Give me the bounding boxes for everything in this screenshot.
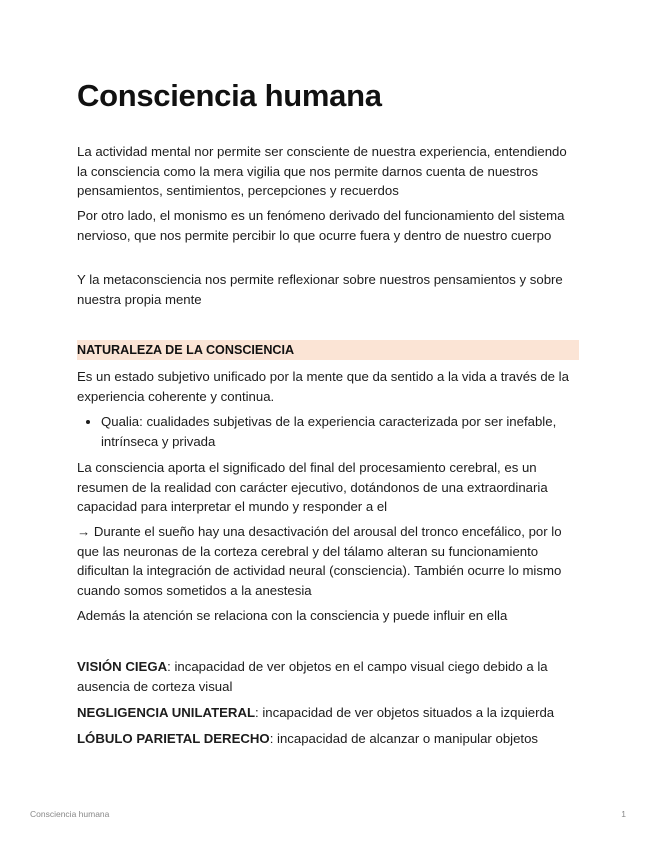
section-paragraph-1: Es un estado subjetivo unificado por la mente que da sentido a la vida a través de la experiencia coherente y continua. — [77, 369, 569, 404]
list-item: • Qualia: cualidades subjetivas de la experiencia caracterizada por ser inefable, intrínseca y privada — [101, 412, 579, 451]
section-paragraph-4: Además la atención se relaciona con la consciencia y puede influir en ella — [77, 608, 508, 623]
definition-term: LÓBULO PARIETAL DERECHO — [77, 731, 270, 746]
section-paragraph-3: → Durante el sueño hay una desactivación del arousal del tronco encefálico, por lo que las neuronas de la corteza cerebral y del tálamo alteran su funcionamiento dificultan la integración de actividad neural (consciencia). También ocurre lo mismo cuando somos sometidos a la anestesia — [77, 524, 562, 598]
intro-paragraph-1: La actividad mental nor permite ser consciente de nuestra experiencia, entendiendo la consciencia como la mera vigilia que nos permite darnos cuenta de nuestros pensamientos, sentimientos, percepciones y recuerdos — [77, 144, 567, 199]
intro-paragraph-2: Por otro lado, el monismo es un fenómeno derivado del funcionamiento del sistema nervioso, que nos permite percibir lo que ocurre fuera y dentro de nuestro cuerpo — [77, 208, 565, 243]
section-heading: NATURALEZA DE LA CONSCIENCIA — [77, 340, 579, 360]
definition-text: : incapacidad de ver objetos situados a la izquierda — [255, 705, 555, 720]
definition-lobulo-parietal — [77, 729, 579, 749]
definition-text: : incapacidad de ver objetos en el campo visual ciego debido a la ausencia de corteza visual — [77, 659, 548, 694]
page-title: Consciencia humana — [77, 78, 382, 113]
definition-vision-ciega — [77, 657, 579, 696]
definition-text: : incapacidad de alcanzar o manipular objetos — [269, 731, 539, 746]
definition-negligencia-unilateral — [77, 703, 579, 723]
page-number: 1 — [621, 809, 626, 819]
footer-title: Consciencia humana — [30, 809, 110, 819]
definition-term: VISIÓN CIEGA — [77, 659, 168, 674]
section-paragraph-2: La consciencia aporta el significado del final del procesamiento cerebral, es un resumen de la realidad con carácter ejecutivo, dotándonos de una extraordinaria capacidad para interpretar el mundo y responder a el — [77, 460, 548, 515]
intro-paragraph-3: Y la metaconsciencia nos permite reflexionar sobre nuestros pensamientos y sobre nuestra propia mente — [77, 272, 563, 307]
definition-term: NEGLIGENCIA UNILATERAL — [77, 705, 256, 720]
qualia-list — [77, 412, 579, 451]
